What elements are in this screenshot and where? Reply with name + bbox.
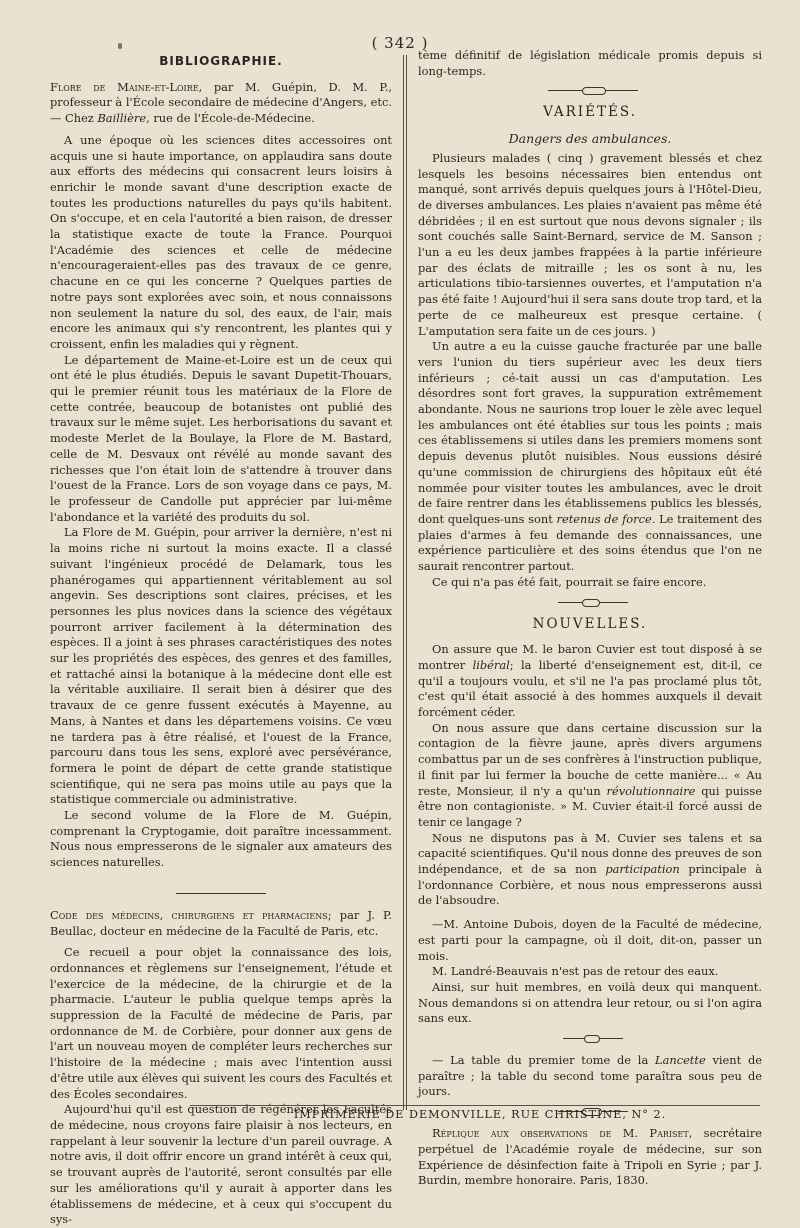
- paragraph: Ce qui n'a pas été fait, pourrait se faire encore.: [432, 574, 707, 589]
- paragraph: Ainsi, sur huit membres, en voilà deux qui manquent. Nous demandons si on attendra leur retour, ou si l'on agira sans eux.: [418, 979, 762, 1026]
- paragraph: [418, 642, 762, 721]
- paragraph: Le second volume de la Flore de M. Guépin, comprenant la Cryptogamie, doit paraître incessamment. Nous nous empresserons de le signaler aux amateurs des sciences naturelles.: [50, 808, 392, 870]
- bibliography-entry-replique: [418, 1126, 762, 1189]
- text-span: . Le traitement des plaies d'armes à feu demande des connaissances, une expérience particulière et des soins étendus que l'on ne saurait rencontrer partout.: [418, 511, 763, 574]
- section-heading-varietes: VARIÉTÉS.: [543, 104, 637, 121]
- paragraph: [418, 721, 762, 831]
- entry-title: Flore de Maine-et-Loire: [50, 79, 199, 94]
- ornament-divider: [418, 87, 762, 95]
- text-span: On assure que M. le baron Cuvier est tout disposé à se montrer: [418, 642, 762, 672]
- paragraph: —M. Antoine Dubois, doyen de la Faculté de médecine, est parti pour la campagne, où il doit, dit-on, passer un mois.: [418, 917, 762, 963]
- text-span: Un autre a eu la cuisse gauche fracturée par une balle vers l'union du tiers supérieur avec les deux tiers inférieurs ; cé-tait aussi un cas d'amputation. Les désordres sont fort graves, la suppuration extrêmement abondante. Nous ne saurions trop louer le zèle avec lequel les ambulances ont été établies sur tous les points ; mais ces établissemens si utiles dans les premiers momens sont depuis devenus plutôt nuisibles. Nous eussions désiré qu'une commission de chirurgiens des hôpitaux eût été nommée pour visiter toutes les ambulances, avec le droit de faire rentrer dans les établissemens publics les blessés, dont quelques-uns sont: [418, 339, 762, 526]
- paragraph: M. Landré-Beauvais n'est pas de retour des eaux.: [432, 964, 719, 979]
- text-span: qui puisse être non contagioniste. » M. Cuvier était-il forcé aussi de tenir ce langage ?: [418, 783, 762, 829]
- footer-rule: [190, 1105, 760, 1106]
- emphasis: libéral: [472, 657, 510, 672]
- text-span: On nous assure que dans certaine discussion sur la contagion de la fièvre jaune, après divers argumens combattus par un de ses confrères à l'instruction publique, il finit par lui fermer la bouche de cette manière... « Au reste, Monsieur, il n'y a qu'un: [418, 720, 762, 798]
- paragraph: A une époque où les sciences dites accessoires ont acquis une si haute importance, on applaudira sans doute aux efforts des médecins qui consacrent leurs loisirs à enrichir le monde savant d'une description exacte de toutes les productions naturelles du pays qu'ils habitent. On s'occupe, et en cela l'autorité a bien raison, de dresser la statistique exacte de toute la France. Pourquoi l'Académie des sciences et celle de médecine n'encourageraient-elles pas des travaux de ce genre, chacune en ce qui les concerne ? Quelques parties de notre pays sont explorées avec soin, et nous connaissons non seulement la nature du sol, des eaux, de l'air, mais encore les animaux qui s'y rencontrent, les plantes qui y croissent, enfin les maladies qui y règnent.: [50, 132, 392, 351]
- right-column: [418, 48, 762, 1189]
- bibliography-entry-code: [50, 908, 392, 939]
- paragraph: [418, 831, 762, 910]
- section-heading-nouvelles: NOUVELLES.: [532, 615, 648, 632]
- emphasis: retenus de force: [556, 511, 652, 526]
- paragraph: Ce recueil a pour objet la connaissance des lois, ordonnances et règlemens sur l'enseignement, l'étude et l'exercice de la médecine, de la chirurgie et de la pharmacie. L'auteur le publia quelque temps après la suppression de la Faculté de médecine de Paris, par ordonnance de M. de Corbière, pour donner aux gens de l'art un nouveau moyen de compléter leurs recherches sur l'histoire de la médecine ; mais avec l'intention aussi d'être utile aux élèves qui suivent les cours des Facultés et des Écoles secondaires.: [50, 945, 392, 1101]
- article-title: Dangers des ambulances.: [508, 131, 672, 147]
- paragraph: [418, 339, 762, 575]
- paragraph: Aujourd'hui qu'il est question de régénérer les Facultés de médecine, nous croyons faire plaisir à nos lecteurs, en rappelant à leur souvenir la lecture d'un pareil ouvrage. A notre avis, il doit offrir encore un grand intérêt à ceux qui, se trouvant auprès de l'autorité, seront consultés par elle sur les améliorations qu'il y aurait à apporter dans les établissemens de médecine, et à ceux qui s'occupent du sys-: [50, 1102, 392, 1227]
- text-span: principale à l'ordonnance Corbière, et nous nous empresserons aussi de l'absoudre.: [418, 862, 763, 908]
- column-divider: [403, 55, 407, 1110]
- ornament-divider: [418, 599, 762, 607]
- text-span: — La table du premier tome de la: [432, 1053, 649, 1068]
- paragraph: [418, 1053, 762, 1100]
- separator-rule: [176, 893, 266, 894]
- section-heading-bibliographie: BIBLIOGRAPHIE.: [159, 54, 283, 68]
- entry-title: Code des médecins, chirurgiens et pharmaciens: [50, 907, 328, 922]
- entry-address: , rue de l'École-de-Médecine.: [146, 111, 315, 126]
- text-span: ; la liberté d'enseignement est, dit-il, ce qu'il a toujours voulu, et s'il ne l'a pas proclamé plus tôt, c'est qu'il était associé à des hommes auxquels il devait forcément céder.: [418, 657, 762, 720]
- emphasis: participation: [605, 862, 680, 877]
- entry-details: , secrétaire perpétuel de l'Académie royale de médecine, sur son Expérience de désinfection faite à Tripoli en Syrie ; par J. Burdin, membre honoraire. Paris, 1830.: [418, 1126, 763, 1188]
- entry-details: ; par J. P. Beullac, docteur en médecine de la Faculté de Paris, etc.: [50, 907, 392, 938]
- entry-publisher: Baillière: [97, 111, 147, 126]
- emphasis: Lancette: [655, 1053, 706, 1068]
- page-number: ( 342 ): [371, 34, 429, 52]
- text-span: Nous ne disputons pas à M. Cuvier ses talens et sa capacité scientifiques. Qu'il nous donne des preuves de son indépendance, et de sa non: [418, 830, 762, 877]
- entry-title: Réplique aux observations de M. Pariset: [432, 1126, 689, 1141]
- paragraph: La Flore de M. Guépin, pour arriver la dernière, n'est ni la moins riche ni surtout la moins exacte. Il a classé suivant l'ingénieux procédé de Delamark, tous les phanérogames qui appartiennent véritablement au sol angevin. Ses descriptions sont claires, précises, et les personnes les plus novices dans la science des végétaux pourront arriver facilement à la détermination des espèces. Il a joint à ses phrases caractéristiques des notes sur les propriétés des espèces, des genres et des familles, et rattaché ainsi la botanique à la médecine dont elle est la véritable auxiliaire. Il serait bien à désirer que des travaux de ce genre fussent exécutés à Mayenne, au Mans, à Nantes et dans les départemens voisins. Ce vœu ne tardera pas à être réalisé, et l'ouest de la France, parcouru dans tous les sens, exploré avec persévérance, formera le point de départ de cette grande statistique scientifique, qui ne sera pas moins utile au pays que la statistique commerciale ou administrative.: [50, 525, 392, 807]
- bibliography-entry-flore: [50, 80, 392, 127]
- printer-imprint: IMPRIMERIE DE DEMONVILLE, RUE CHRISTINE, N° 2.: [293, 1108, 667, 1121]
- emphasis: révolutionnaire: [606, 783, 696, 798]
- paragraph-continued: tème définitif de législation médicale promis depuis si long-temps.: [418, 48, 762, 78]
- text-span: vient de paraître ; la table du second tome paraîtra sous peu de jours.: [418, 1053, 763, 1099]
- paragraph: Plusieurs malades ( cinq ) gravement blessés et chez lesquels les besoins nécessaires bien entendus ont manqué, sont arrivés depuis quelques jours à l'Hôtel-Dieu, de diverses ambulances. Les plaies n'avaient pas même été débridées ; il en est surtout que nous devons signaler ; ils sont couchés salle Saint-Bernard, service de M. Sanson ; l'un a eu les deux jambes frappées à la partie inférieure par des éclats de mitraille ; les os sont à nu, les articulations tibio-tarsiennes ouvertes, et l'amputation n'a pas été faite ! Aujourd'hui il sera sans doute trop tard, et la perte de ce malheureux est presque certaine. ( L'amputation sera faite un de ces jours. ): [418, 150, 762, 338]
- left-column: [50, 48, 392, 1228]
- ornament-divider: [418, 1035, 762, 1043]
- entry-details: , par M. Guépin, D. M. P., professeur à l'École secondaire de médecine d'Angers, etc. — Chez: [50, 79, 393, 126]
- paragraph: Le département de Maine-et-Loire est un de ceux qui ont été le plus étudiés. Depuis le savant Dupetit-Thouars, qui le premier réunit tous les matériaux de la Flore de cette contrée, beaucoup de botanistes ont publié des travaux sur le même sujet. Les herborisations du savant et modeste Merlet de la Boulaye, la Flore de M. Bastard, celle de M. Desvaux ont révélé au monde savant des richesses que l'on était loin de s'attendre à trouver dans l'ouest de la France. Lors de son voyage dans ce pays, M. le professeur de Candolle put apprécier par lui-même l'abondance et la variété des produits du sol.: [50, 352, 392, 524]
